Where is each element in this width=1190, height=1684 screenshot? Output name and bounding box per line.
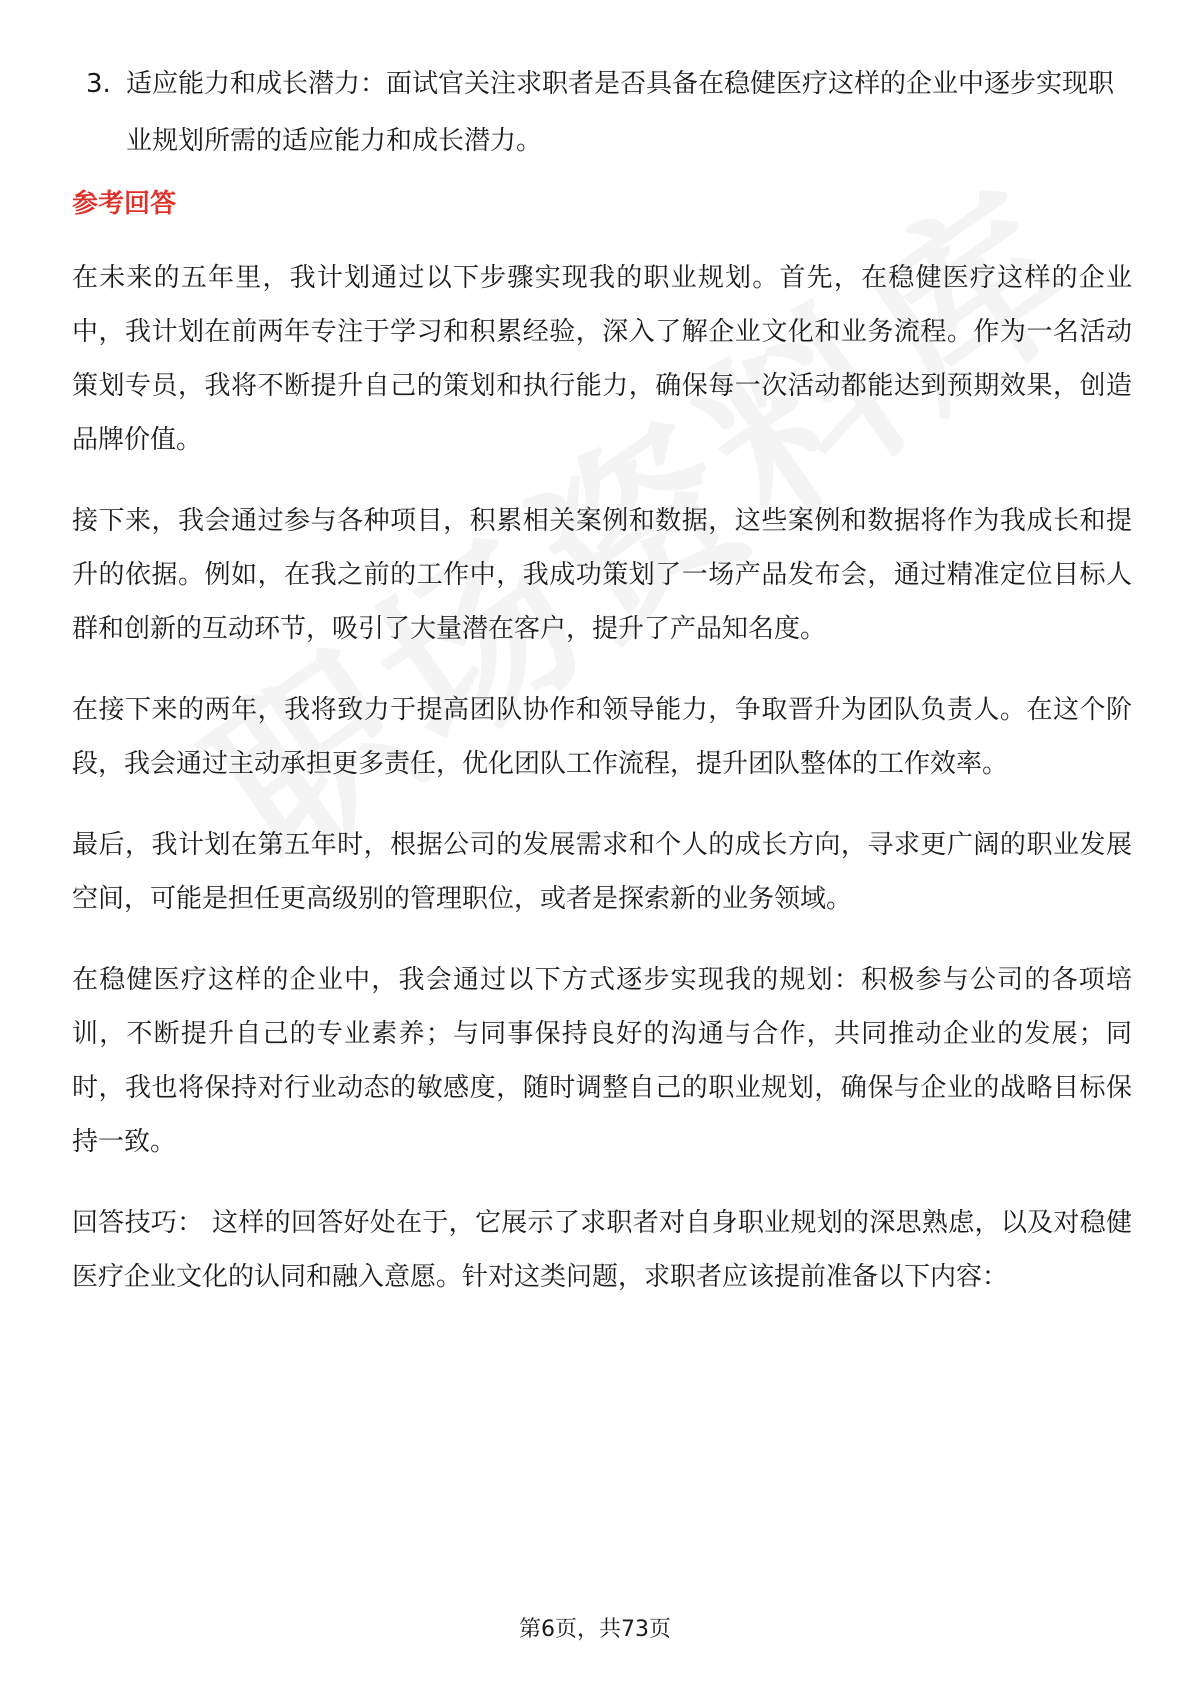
- paragraph: 在接下来的两年，我将致力于提高团队协作和领导能力，争取晋升为团队负责人。在这个阶段，我会通过主动承担更多责任，优化团队工作流程，提升团队整体的工作效率。: [72, 695, 1132, 779]
- list-item: [72, 56, 1132, 170]
- section-heading: 参考回答: [72, 189, 177, 219]
- paragraph: 在未来的五年里，我计划通过以下步骤实现我的职业规划。首先，在稳健医疗这样的企业中，我计划在前两年专注于学习和积累经验，深入了解企业文化和业务流程。作为一名活动策划专员，我将不断提升自己的策划和执行能力，确保每一次活动都能达到预期效果，创造品牌价值。: [72, 263, 1132, 455]
- page-footer: 第6页，共73页: [519, 1617, 671, 1642]
- list-item-text: 适应能力和成长潜力：面试官关注求职者是否具备在稳健医疗这样的企业中逐步实现职业规划所需的适应能力和成长潜力。: [126, 69, 1115, 156]
- paragraph: 最后，我计划在第五年时，根据公司的发展需求和个人的成长方向，寻求更广阔的职业发展空间，可能是担任更高级别的管理职位，或者是探索新的业务领域。: [72, 830, 1132, 914]
- paragraph: 回答技巧： 这样的回答好处在于，它展示了求职者对自身职业规划的深思熟虑，以及对稳健医疗企业文化的认同和融入意愿。针对这类问题，求职者应该提前准备以下内容：: [72, 1208, 1132, 1292]
- list-item-number: 3.: [86, 69, 111, 99]
- page-content: [72, 56, 1132, 1331]
- paragraph: 接下来，我会通过参与各种项目，积累相关案例和数据，这些案例和数据将作为我成长和提升的依据。例如，在我之前的工作中，我成功策划了一场产品发布会，通过精准定位目标人群和创新的互动环节，吸引了大量潜在客户，提升了产品知名度。: [72, 506, 1132, 644]
- paragraph: 在稳健医疗这样的企业中，我会通过以下方式逐步实现我的规划：积极参与公司的各项培训，不断提升自己的专业素养；与同事保持良好的沟通与合作，共同推动企业的发展；同时，我也将保持对行业动态的敏感度，随时调整自己的职业规划，确保与企业的战略目标保持一致。: [72, 965, 1132, 1157]
